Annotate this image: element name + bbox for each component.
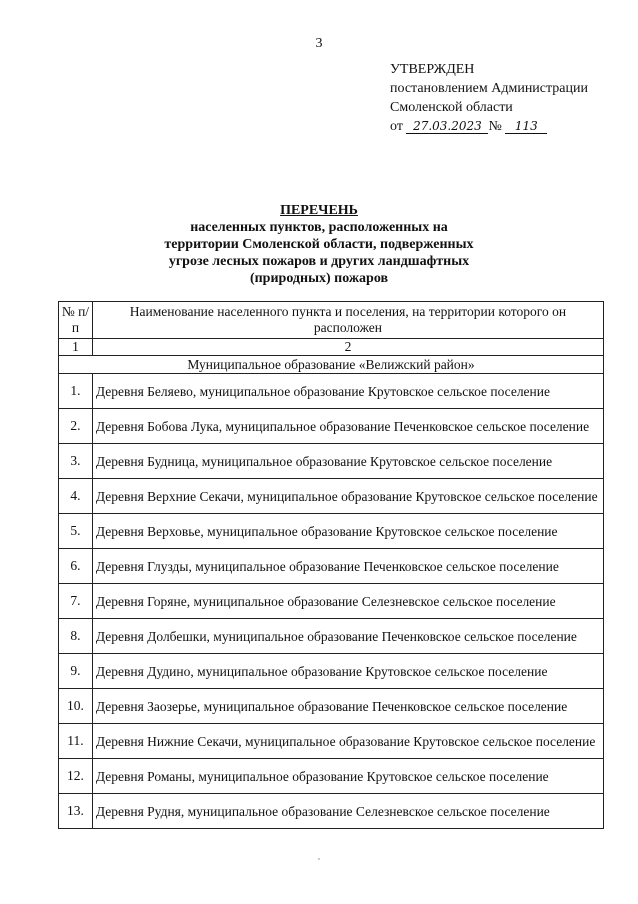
approval-region: Смоленской области	[390, 100, 513, 115]
scan-speck	[318, 858, 320, 860]
column-number-1: 1	[59, 339, 93, 356]
row-settlement: Деревня Глузды, муниципальное образование Печенковское сельское поселение	[92, 549, 603, 584]
row-settlement: Деревня Верховье, муниципальное образование Крутовское сельское поселение	[92, 514, 603, 549]
row-settlement: Деревня Беляево, муниципальное образование Крутовское сельское поселение	[92, 374, 603, 409]
table-row	[59, 514, 604, 549]
column-number-2: 2	[92, 339, 603, 356]
row-settlement: Деревня Долбешки, муниципальное образование Печенковское сельское поселение	[92, 619, 603, 654]
approval-date-line	[390, 117, 630, 136]
handwritten-date: 27.03.2023	[406, 119, 488, 134]
document-title	[0, 202, 638, 287]
row-number: 6.	[59, 549, 93, 584]
handwritten-number: 113	[505, 119, 547, 134]
header-number: № п/п	[59, 302, 93, 339]
approval-block	[390, 60, 630, 136]
number-sign: №	[488, 119, 502, 134]
row-number: 3.	[59, 444, 93, 479]
header-name: Наименование населенного пункта и поселения, на территории которого он расположен	[92, 302, 603, 339]
settlements-table	[58, 301, 604, 829]
row-settlement: Деревня Дудино, муниципальное образование Крутовское сельское поселение	[92, 654, 603, 689]
row-number: 8.	[59, 619, 93, 654]
table-row	[59, 724, 604, 759]
table-row	[59, 444, 604, 479]
row-number: 1.	[59, 374, 93, 409]
row-settlement: Деревня Романы, муниципальное образование Крутовское сельское поселение	[92, 759, 603, 794]
row-number: 11.	[59, 724, 93, 759]
table-row	[59, 654, 604, 689]
row-settlement: Деревня Бобова Лука, муниципальное образование Печенковское сельское поселение	[92, 409, 603, 444]
table-row	[59, 409, 604, 444]
title-line-4: (природных) пожаров	[249, 271, 389, 286]
title-line-3: угрозе лесных пожаров и других ландшафтных	[168, 254, 470, 269]
table-header-row	[59, 302, 604, 339]
row-number: 9.	[59, 654, 93, 689]
table-row	[59, 794, 604, 829]
row-number: 7.	[59, 584, 93, 619]
table-row	[59, 689, 604, 724]
table-row	[59, 584, 604, 619]
table-row	[59, 759, 604, 794]
row-settlement: Деревня Верхние Секачи, муниципальное образование Крутовское сельское поселение	[92, 479, 603, 514]
row-settlement: Деревня Нижние Секачи, муниципальное образование Крутовское сельское поселение	[92, 724, 603, 759]
row-number: 10.	[59, 689, 93, 724]
page-number: 3	[315, 36, 323, 51]
approval-decree: постановлением Администрации	[390, 81, 588, 96]
row-settlement: Деревня Заозерье, муниципальное образование Печенковское сельское поселение	[92, 689, 603, 724]
approval-title: УТВЕРЖДЕН	[390, 62, 475, 77]
title-heading: ПЕРЕЧЕНЬ	[280, 203, 358, 218]
date-prefix: от	[390, 119, 403, 134]
row-number: 4.	[59, 479, 93, 514]
row-number: 12.	[59, 759, 93, 794]
row-number: 5.	[59, 514, 93, 549]
row-settlement: Деревня Будница, муниципальное образование Крутовское сельское поселение	[92, 444, 603, 479]
table-row	[59, 374, 604, 409]
title-line-2: территории Смоленской области, подверженных	[164, 237, 474, 252]
row-number: 2.	[59, 409, 93, 444]
table-row	[59, 479, 604, 514]
column-number-row	[59, 339, 604, 356]
row-number: 13.	[59, 794, 93, 829]
row-settlement: Деревня Рудня, муниципальное образование Селезневское сельское поселение	[92, 794, 603, 829]
section-title: Муниципальное образование «Велижский район»	[59, 356, 604, 374]
section-row	[59, 356, 604, 374]
title-line-1: населенных пунктов, расположенных на	[190, 220, 448, 235]
table-row	[59, 619, 604, 654]
row-settlement: Деревня Горяне, муниципальное образование Селезневское сельское поселение	[92, 584, 603, 619]
table-row	[59, 549, 604, 584]
